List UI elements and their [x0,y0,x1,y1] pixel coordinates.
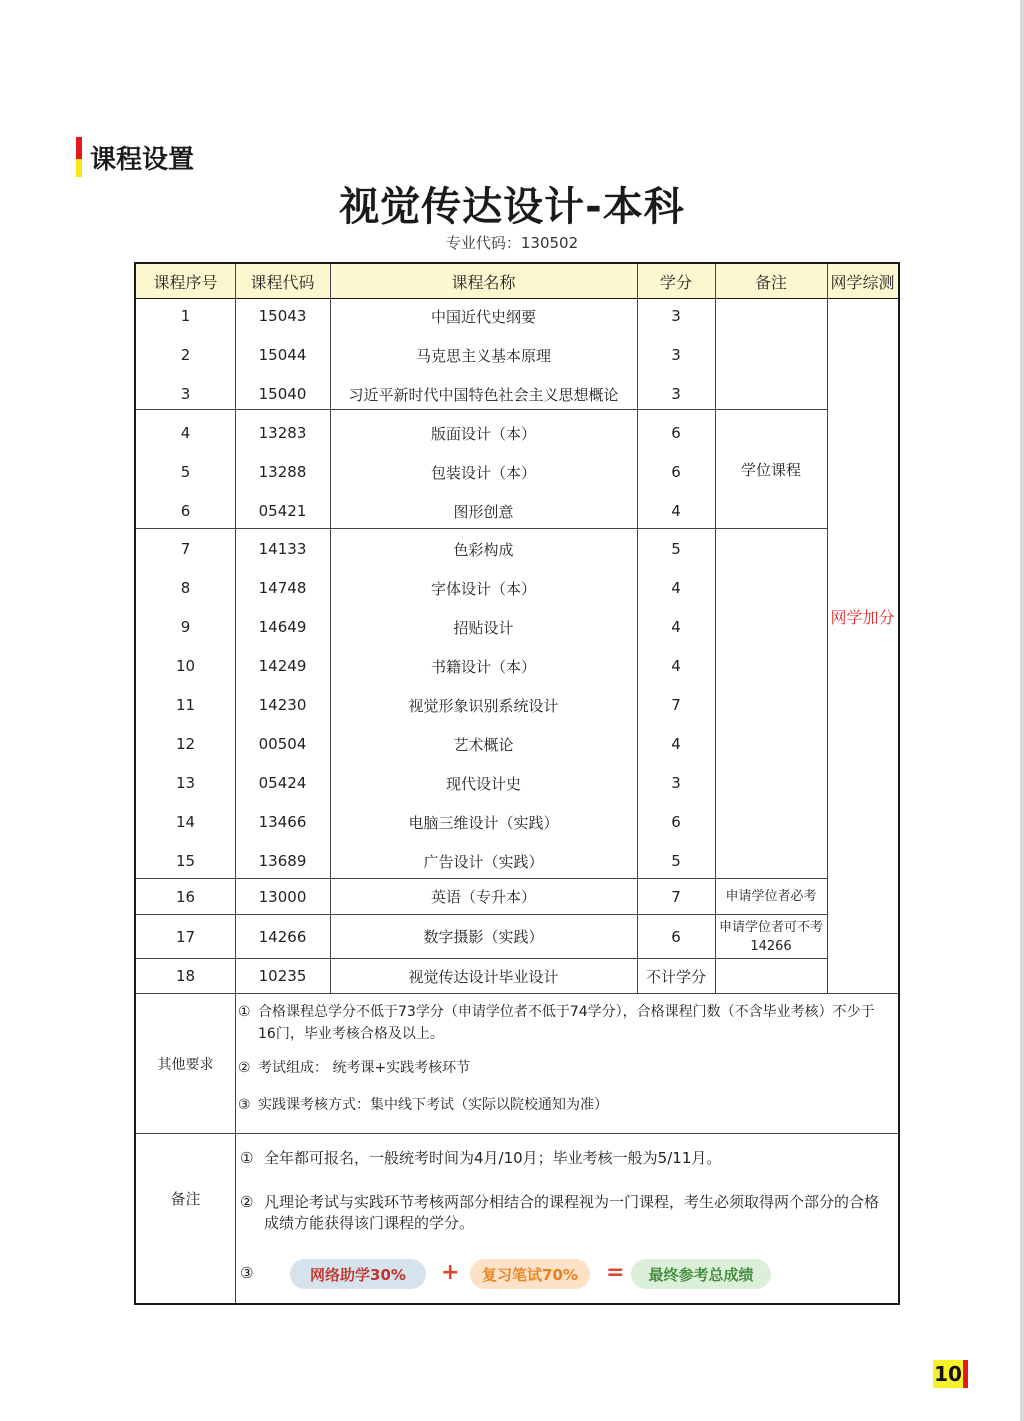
online-bonus-label: 网学加分 [830,607,895,627]
row-name: 视觉传达设计毕业设计 [408,967,559,986]
row-name: 马克思主义基本原理 [415,346,551,365]
row-no: 18 [175,967,196,985]
requirements-label: 其他要求 [157,1056,214,1073]
grid-line [136,993,898,994]
row-code: 15044 [258,346,307,364]
row-name: 视觉形象识别系统设计 [408,696,559,715]
note-text: 凡理论考试与实践环节考核两部分相结合的课程视为一门课程，考生必须取得两个部分的合格成绩方能获得该门课程的学分。 [264,1193,880,1232]
row-credit: 7 [671,887,681,906]
note-item [240,1148,890,1169]
row-code: 13689 [258,852,307,870]
row-no: 4 [180,424,191,442]
row-name: 英语（专升本） [430,888,536,906]
row-code: 14748 [258,579,307,597]
row-credit: 6 [671,813,681,831]
row-code: 15040 [258,385,307,403]
requirement-text: 合格课程总学分不低于73学分（申请学位者不低于74学分），合格课程门数（不含毕业考核）不少于16门，毕业考核合格及以上。 [258,1004,875,1042]
row-credit: 6 [671,424,681,442]
row-no: 3 [180,385,191,403]
course-table [134,262,900,1305]
row-no: 6 [180,502,191,520]
note-item [240,1192,890,1234]
requirement-item [238,1001,888,1045]
row-code: 14249 [258,657,307,675]
row-name: 字体设计（本） [430,579,536,598]
page-title: 视觉传达设计-本科 [339,184,685,230]
row-no: 8 [180,579,191,597]
row-name: 电脑三维设计（实践） [408,813,559,832]
row-credit: 4 [671,657,681,675]
row-credit: 6 [671,463,681,481]
row-name: 习近平新时代中国特色社会主义思想概论 [348,385,619,404]
row-no: 5 [180,463,191,481]
header-remark: 备注 [754,272,787,292]
row-name: 版面设计（本） [430,424,536,443]
row-credit: 4 [671,579,681,597]
note-number: ② [240,1193,254,1211]
note-number: ③ [240,1264,254,1282]
final-score-pill: 最终参考总成绩 [631,1259,771,1289]
row-no: 2 [180,346,191,364]
header-online-test: 网学综测 [830,272,895,292]
grid-line [136,1133,898,1134]
notes-label: 备注 [170,1189,201,1208]
row-credit: 4 [671,618,681,636]
requirement-text: 考试组成： 统考课+实践考核环节 [258,1060,471,1076]
row-name: 色彩构成 [453,540,514,559]
row-code: 13000 [258,887,307,906]
row-no: 12 [175,735,196,753]
requirement-number: ② [238,1060,251,1076]
row-code: 13283 [258,424,307,442]
remark-row16: 申请学位者必考 [725,889,817,904]
row-code: 14230 [258,696,307,714]
section-accent-bar [76,137,82,177]
header-course-name: 课程名称 [451,272,516,292]
row-credit: 不计学分 [645,967,706,986]
row-no: 9 [180,618,191,636]
requirement-item [238,1057,888,1079]
row-code: 13466 [258,813,307,831]
row-credit: 6 [671,927,681,946]
row-credit: 5 [671,540,681,558]
row-code: 10235 [258,967,307,985]
equals-sign: = [606,1260,625,1285]
row-name: 现代设计史 [445,774,521,793]
requirement-text: 实践课考核方式：集中线下考试（实际以院校通知为准） [258,1097,608,1113]
requirement-number: ① [238,1004,251,1020]
requirement-item [238,1094,888,1116]
major-code: 专业代码：130502 [445,234,579,252]
row-code: 05421 [258,502,307,520]
row-no: 10 [175,657,196,675]
row-name: 广告设计（实践） [423,852,544,871]
row-no: 17 [175,927,196,946]
row-name: 图形创意 [453,502,514,521]
row-code: 15043 [258,307,307,325]
row-code: 14649 [258,618,307,636]
header-course-code: 课程代码 [250,272,315,292]
plus-sign: + [441,1260,460,1285]
row-credit: 3 [671,774,681,792]
row-no: 14 [175,813,196,831]
note-number: ① [240,1149,254,1167]
row-code: 05424 [258,774,307,792]
row-no: 15 [175,852,196,870]
written-exam-pill: 复习笔试70% [470,1259,590,1289]
row-code: 13288 [258,463,307,481]
row-name: 招贴设计 [453,618,514,637]
header-course-no: 课程序号 [153,272,218,292]
row-credit: 3 [671,346,681,364]
row-credit: 3 [671,385,681,403]
page-number: 10 [934,1362,962,1386]
page-number-accent [963,1360,968,1388]
row-name: 数字摄影（实践） [423,928,544,946]
row-name: 书籍设计（本） [430,657,536,676]
remark-row17: 申请学位者可不考14266 [719,919,824,954]
row-credit: 4 [671,502,681,520]
requirement-number: ③ [238,1097,251,1113]
row-no: 13 [175,774,196,792]
row-credit: 3 [671,307,681,325]
row-name: 艺术概论 [453,735,514,754]
online-study-pill: 网络助学30% [290,1259,426,1289]
row-code: 00504 [258,735,307,753]
row-name: 包装设计（本） [430,463,536,482]
row-credit: 7 [671,696,681,714]
header-credit: 学分 [659,272,692,292]
row-no: 1 [180,307,191,325]
row-no: 11 [175,696,196,714]
row-no: 7 [180,540,191,558]
row-name: 中国近代史纲要 [430,307,536,326]
remark-degree-course: 学位课程 [740,460,801,479]
row-credit: 5 [671,852,681,870]
row-code: 14266 [258,927,307,946]
note-text: 全年都可报名，一般统考时间为4月/10月；毕业考核一般为5/11月。 [264,1149,722,1167]
row-credit: 4 [671,735,681,753]
section-title: 课程设置 [90,145,195,175]
row-code: 14133 [258,540,307,558]
row-no: 16 [175,887,196,906]
